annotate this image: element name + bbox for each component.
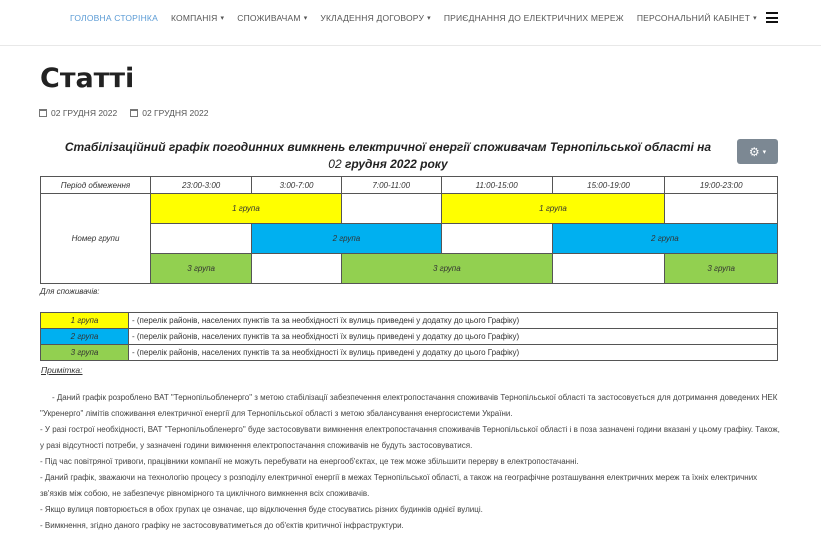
nav-company[interactable]: КОМПАНІЯ ▾: [170, 13, 225, 23]
nav-personal-cabinet[interactable]: ПЕРСОНАЛЬНИЙ КАБІНЕТ ▾: [636, 13, 757, 23]
header-cell: 19:00-23:00: [665, 177, 778, 194]
legend-group: 3 група: [41, 345, 129, 361]
header-cell: 15:00-19:00: [552, 177, 665, 194]
row-label: Номер групи: [41, 194, 151, 284]
chevron-down-icon: ▾: [303, 15, 308, 22]
header-cell: 7:00-11:00: [341, 177, 441, 194]
article-options-button[interactable]: [737, 139, 778, 164]
table-row: [41, 254, 778, 284]
main-menu: [70, 13, 770, 23]
group2-cell: 2 група: [552, 224, 777, 254]
nav-consumers[interactable]: СПОЖИВАЧАМ ▾: [237, 13, 308, 23]
header-cell: 11:00-15:00: [441, 177, 552, 194]
legend-text: - (перелік районів, населених пунктів та за необхідності їх вулиць приведені у додатку до цього Графіку): [129, 329, 778, 345]
for-consumers-label: Для споживачів:: [40, 287, 100, 296]
nav-contract[interactable]: УКЛАДЕННЯ ДОГОВОРУ ▾: [320, 13, 431, 23]
legend-group: 2 група: [41, 329, 129, 345]
hamburger-menu-icon[interactable]: [766, 12, 778, 26]
calendar-icon: [39, 109, 47, 117]
chevron-down-icon: ▾: [762, 148, 767, 156]
note-paragraph: - У разі гострої необхідності, ВАТ "Тернопільобленерго" буде застосовувати вимкнення електропостачання споживачів Тернопільської області і в поза зазначені години вказані у цьому графіку. Також, у разі відсутності потреби, у зазначені години вимкнення електропостачання споживачів не будуть застосовуватися.: [40, 425, 780, 450]
header-cell: 23:00-3:00: [151, 177, 252, 194]
empty-cell: [341, 194, 441, 224]
note-title: Примітка:: [41, 365, 83, 375]
outage-schedule-table: [40, 176, 778, 284]
note-paragraph: - Під час повітряної тривоги, працівники компанії не можуть перебувати на енергооб'єктах, це теж може збільшити перерву в електропостачанні.: [40, 457, 579, 466]
empty-cell: [665, 194, 778, 224]
note-paragraph: - Даний графік, зважаючи на технологію процесу з розподілу електричної енергії в межах Тернопільської області, а також на географічне розташування електричних мереж та їхніх електричних зв'язків між собою, не забезпечує рівномірного та циклічного вимкнення всіх споживачів.: [40, 473, 758, 498]
legend-group: 1 група: [41, 313, 129, 329]
note-paragraph: - Якщо вулиця повторюється в обох групах це означає, що відключення буде стосуватись різних будинків однієї вулиці.: [40, 505, 483, 514]
group3-cell: 3 група: [341, 254, 552, 284]
calendar-icon: [130, 109, 138, 117]
group2-cell: 2 група: [252, 224, 441, 254]
empty-cell: [441, 224, 552, 254]
nav-home[interactable]: ГОЛОВНА СТОРІНКА: [70, 13, 158, 23]
gear-icon: ⚙: [748, 144, 760, 159]
group1-cell: 1 група: [441, 194, 665, 224]
modified-date: 02 ГРУДНЯ 2022: [130, 108, 208, 118]
table-row: [41, 329, 778, 345]
group1-cell: 1 група: [151, 194, 342, 224]
top-navigation: [0, 0, 821, 46]
notes-section: [40, 390, 780, 534]
empty-cell: [252, 254, 342, 284]
group3-cell: 3 група: [151, 254, 252, 284]
table-row: [41, 224, 778, 254]
group3-cell: 3 група: [665, 254, 778, 284]
article-meta: [39, 108, 221, 118]
chevron-down-icon: ▾: [427, 15, 431, 22]
chevron-down-icon: ▾: [753, 15, 757, 22]
header-cell: 3:00-7:00: [252, 177, 342, 194]
table-row: [41, 194, 778, 224]
nav-grid-connection[interactable]: ПРИЄДНАННЯ ДО ЕЛЕКТРИЧНИХ МЕРЕЖ: [443, 13, 624, 23]
header-period: Період обмеження: [41, 177, 151, 194]
page-title: Статті: [40, 63, 135, 94]
table-row: [41, 313, 778, 329]
chevron-down-icon: ▾: [220, 15, 225, 22]
legend-text: - (перелік районів, населених пунктів та за необхідності їх вулиць приведені у додатку до цього Графіку): [129, 313, 778, 329]
created-date: 02 ГРУДНЯ 2022: [39, 108, 117, 118]
empty-cell: [552, 254, 665, 284]
note-paragraph: - Вимкнення, згідно даного графіку не застосовуватиметься до об'єктів критичної інфраструктури.: [40, 521, 404, 530]
table-header-row: [41, 177, 778, 194]
legend-text: - (перелік районів, населених пунктів та за необхідності їх вулиць приведені у додатку до цього Графіку): [129, 345, 778, 361]
group-legend-table: [40, 312, 778, 361]
schedule-title: Стабілізаційний графік погодинних вимкнень електричної енергії споживачам Тернопільської області на 02 грудня 2022 року: [64, 140, 712, 171]
empty-cell: [151, 224, 252, 254]
table-row: [41, 345, 778, 361]
note-paragraph: - Даний графік розроблено ВАТ "Тернопільобленерго" з метою стабілізації забезпечення електропостачання споживачів Тернопільської області та застосовується для дотримання доведених НЕК "Укренерго" лімітів споживання електричної енергії для Тернопільської області з метою збалансування енергосистеми України.: [40, 393, 778, 418]
